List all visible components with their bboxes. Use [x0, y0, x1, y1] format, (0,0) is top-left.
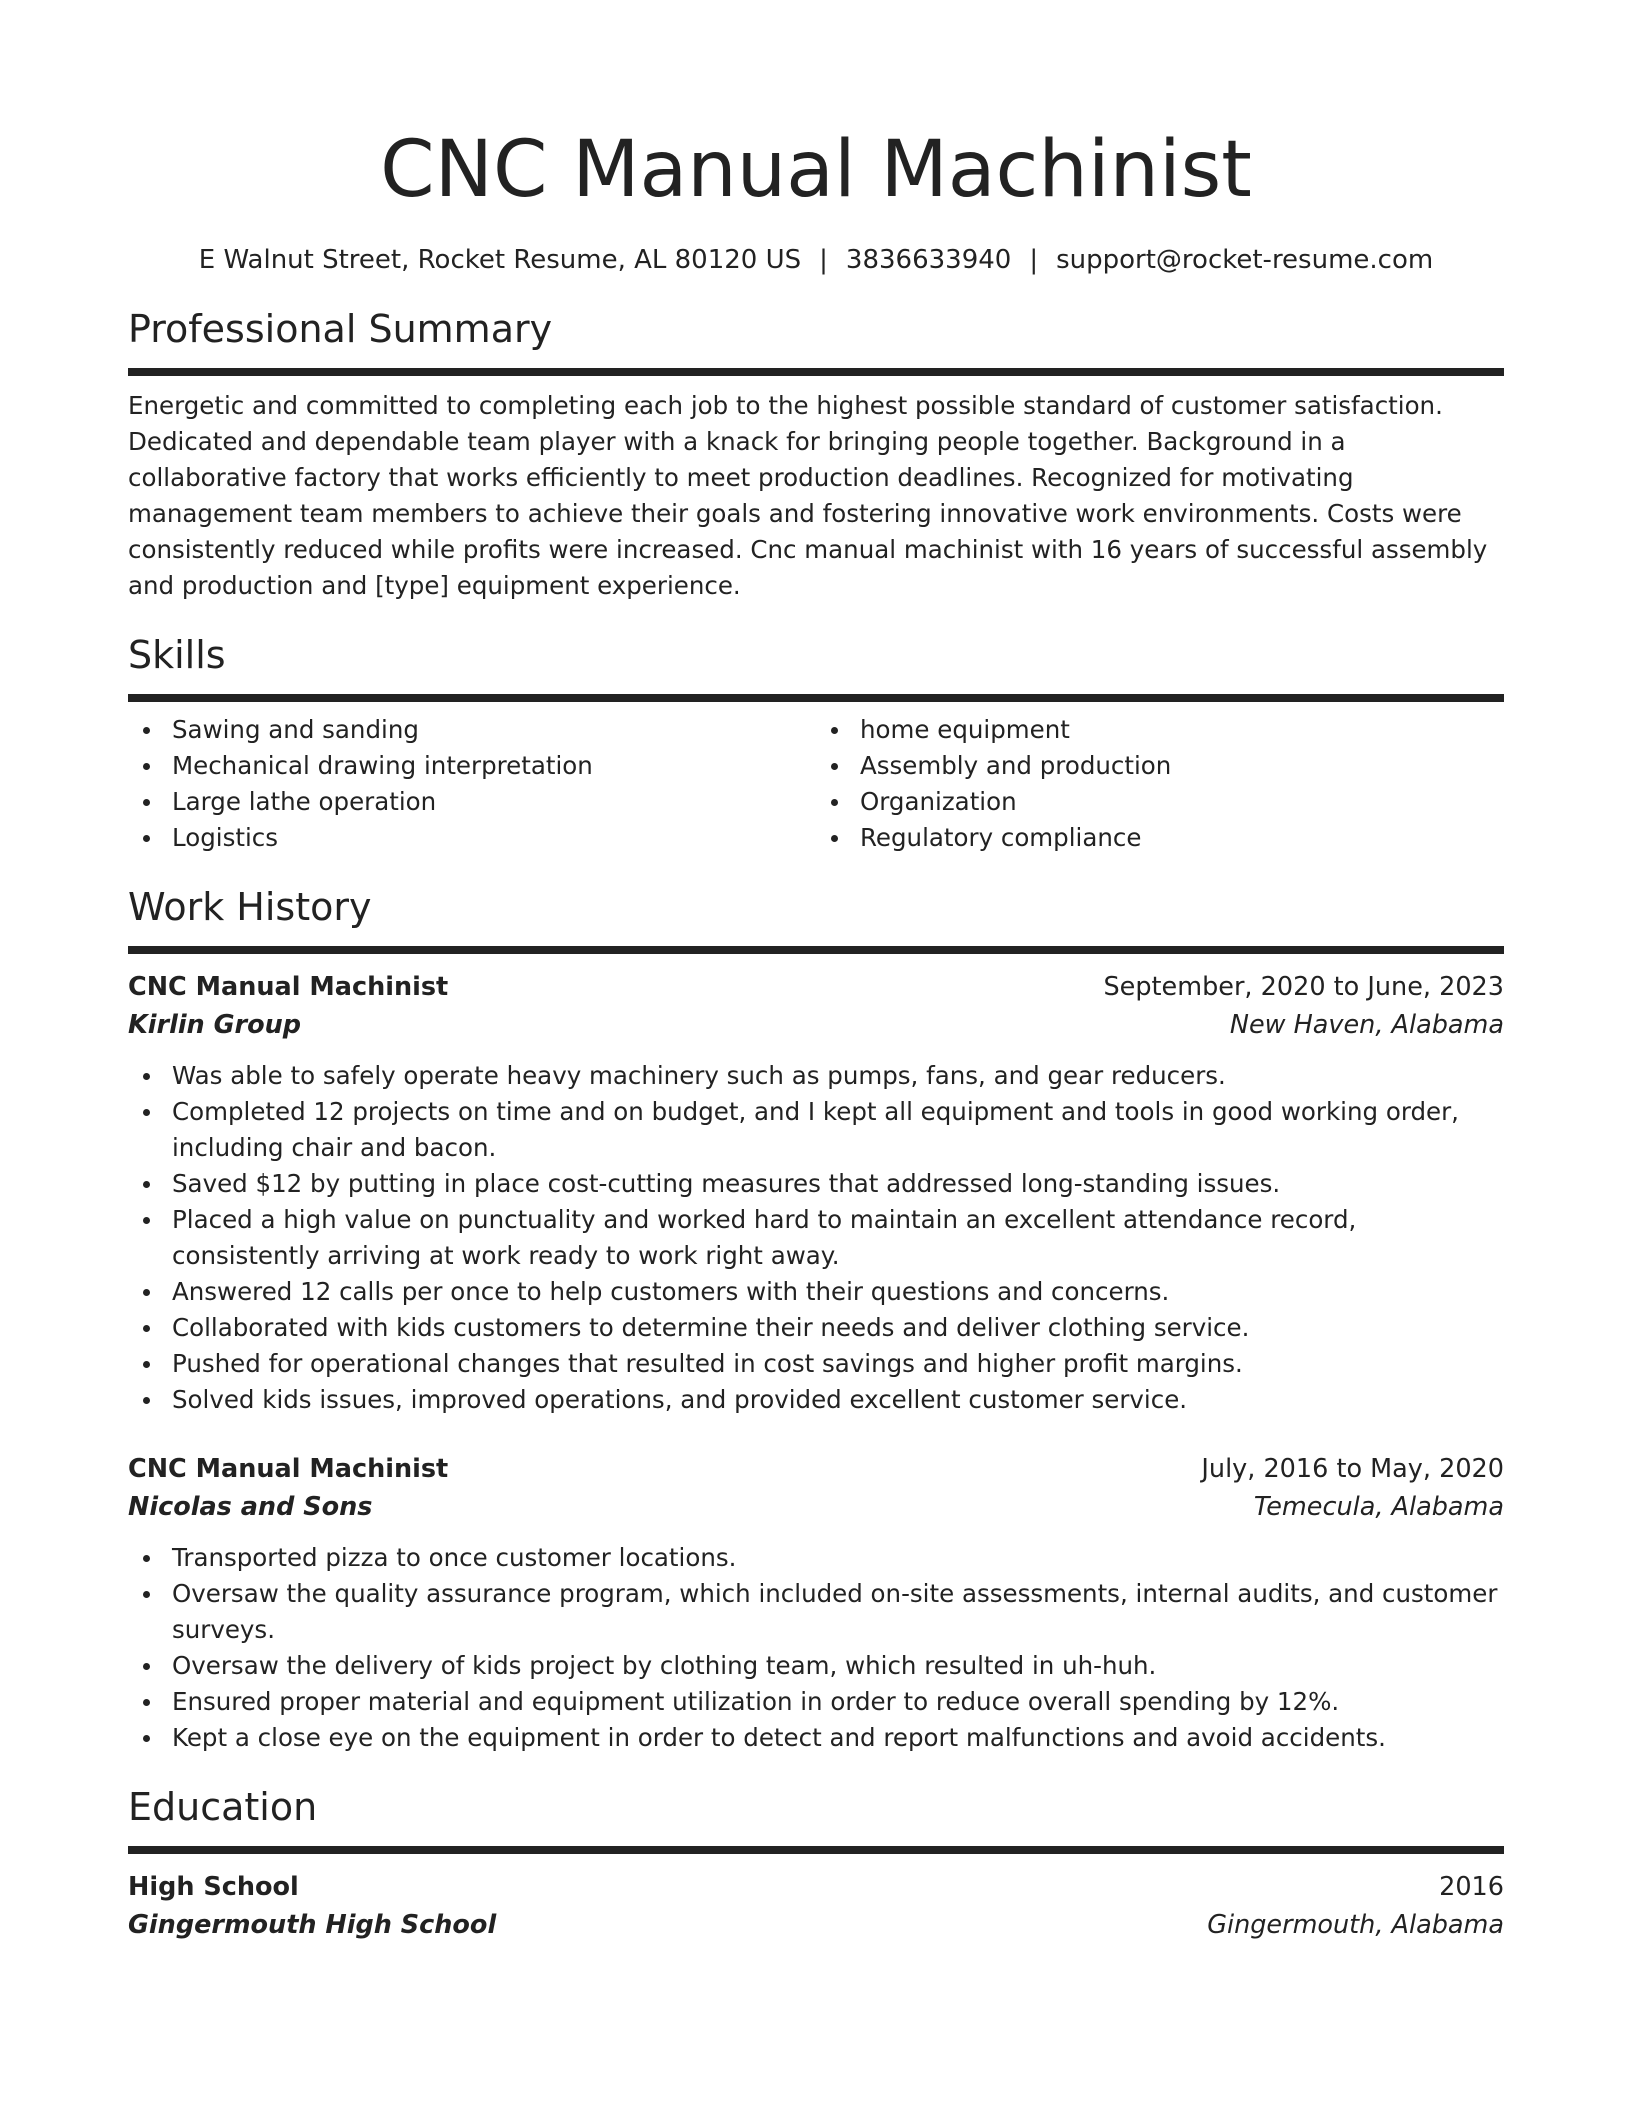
- job-dates: September, 2020 to June, 2023: [1103, 972, 1504, 1002]
- job-bullet: Oversaw the quality assurance program, which included on-site assessments, internal audits, and customer surveys.: [128, 1576, 1504, 1648]
- candidate-name: CNC Manual Machinist: [380, 125, 1252, 215]
- education-subheader: [128, 1906, 1504, 1944]
- company-name: Nicolas and Sons: [128, 1492, 373, 1522]
- job-header: [128, 968, 1504, 1006]
- section-divider: [128, 1846, 1504, 1854]
- skills-section: [128, 630, 1504, 856]
- job-dates: July, 2016 to May, 2020: [1201, 1454, 1504, 1484]
- education-section: [128, 1782, 1504, 1944]
- education-header: [128, 1868, 1504, 1906]
- skill-item: Mechanical drawing interpretation: [128, 748, 816, 784]
- skill-item: home equipment: [816, 712, 1504, 748]
- company-name: Kirlin Group: [128, 1010, 302, 1040]
- job-entry: [128, 1450, 1504, 1756]
- job-bullet: Completed 12 projects on time and on budget, and I kept all equipment and tools in good working order, including chair and bacon.: [128, 1094, 1504, 1166]
- contact-line: [128, 242, 1504, 278]
- skill-item: Logistics: [128, 820, 816, 856]
- section-title-summary: Professional Summary: [128, 307, 553, 351]
- job-bullets: [128, 1540, 1504, 1756]
- job-header: [128, 1450, 1504, 1488]
- job-bullet: Oversaw the delivery of kids project by clothing team, which resulted in uh-huh.: [128, 1648, 1504, 1684]
- address: E Walnut Street, Rocket Resume, AL 80120 US: [198, 245, 802, 275]
- resume-page: [128, 118, 1504, 1944]
- job-bullet: Transported pizza to once customer locations.: [128, 1540, 1504, 1576]
- school-location: Gingermouth, Alabama: [1207, 1910, 1504, 1940]
- section-title-work-history: Work History: [128, 885, 372, 929]
- job-subheader: [128, 1488, 1504, 1526]
- job-title: CNC Manual Machinist: [128, 972, 449, 1002]
- skill-item: Assembly and production: [816, 748, 1504, 784]
- job-bullet: Was able to safely operate heavy machinery such as pumps, fans, and gear reducers.: [128, 1058, 1504, 1094]
- school-name: Gingermouth High School: [128, 1910, 497, 1940]
- section-title-education: Education: [128, 1785, 318, 1829]
- job-bullet: Solved kids issues, improved operations, and provided excellent customer service.: [128, 1382, 1504, 1418]
- section-divider: [128, 694, 1504, 702]
- education-entry: [128, 1868, 1504, 1944]
- job-bullet: Answered 12 calls per once to help customers with their questions and concerns.: [128, 1274, 1504, 1310]
- job-bullet: Collaborated with kids customers to determine their needs and deliver clothing service.: [128, 1310, 1504, 1346]
- skill-item: Organization: [816, 784, 1504, 820]
- work-history-section: [128, 882, 1504, 1756]
- job-location: Temecula, Alabama: [1253, 1492, 1504, 1522]
- job-bullet: Placed a high value on punctuality and worked hard to maintain an excellent attendance record, consistently arriving at work ready to work right away.: [128, 1202, 1504, 1274]
- skill-item: Large lathe operation: [128, 784, 816, 820]
- degree: High School: [128, 1872, 299, 1902]
- job-location: New Haven, Alabama: [1229, 1010, 1504, 1040]
- summary-text: Energetic and committed to completing each job to the highest possible standard of customer satisfaction. Dedicated and dependable team player with a knack for bringing people together. Background in a collaborative factory that works efficiently to meet production deadlines. Recognized for motivating management team members to achieve their goals and fostering innovative work environments. Costs were consistently reduced while profits were increased. Cnc manual machinist with 16 years of successful assembly and production and [type] equipment experience.: [128, 391, 1488, 600]
- skills-column-left: [128, 712, 816, 856]
- job-bullet: Kept a close eye on the equipment in order to detect and report malfunctions and avoid accidents.: [128, 1720, 1504, 1756]
- job-subheader: [128, 1006, 1504, 1044]
- skills-list: [128, 712, 1504, 856]
- graduation-year: 2016: [1439, 1872, 1504, 1902]
- contact-separator: |: [1029, 245, 1039, 275]
- job-entry: [128, 968, 1504, 1418]
- job-bullet: Pushed for operational changes that resulted in cost savings and higher profit margins.: [128, 1346, 1504, 1382]
- job-bullet: Ensured proper material and equipment utilization in order to reduce overall spending by 12%.: [128, 1684, 1504, 1720]
- job-bullet: Saved $12 by putting in place cost-cutting measures that addressed long-standing issues.: [128, 1166, 1504, 1202]
- job-bullets: [128, 1058, 1504, 1418]
- phone: 3836633940: [845, 245, 1012, 275]
- summary-section: [128, 304, 1504, 604]
- job-title: CNC Manual Machinist: [128, 1454, 449, 1484]
- email: support@rocket-resume.com: [1056, 245, 1434, 275]
- contact-separator: |: [819, 245, 828, 275]
- skill-item: Sawing and sanding: [128, 712, 816, 748]
- section-divider: [128, 368, 1504, 376]
- skills-column-right: [816, 712, 1504, 856]
- section-divider: [128, 946, 1504, 954]
- section-title-skills: Skills: [128, 633, 226, 677]
- skill-item: Regulatory compliance: [816, 820, 1504, 856]
